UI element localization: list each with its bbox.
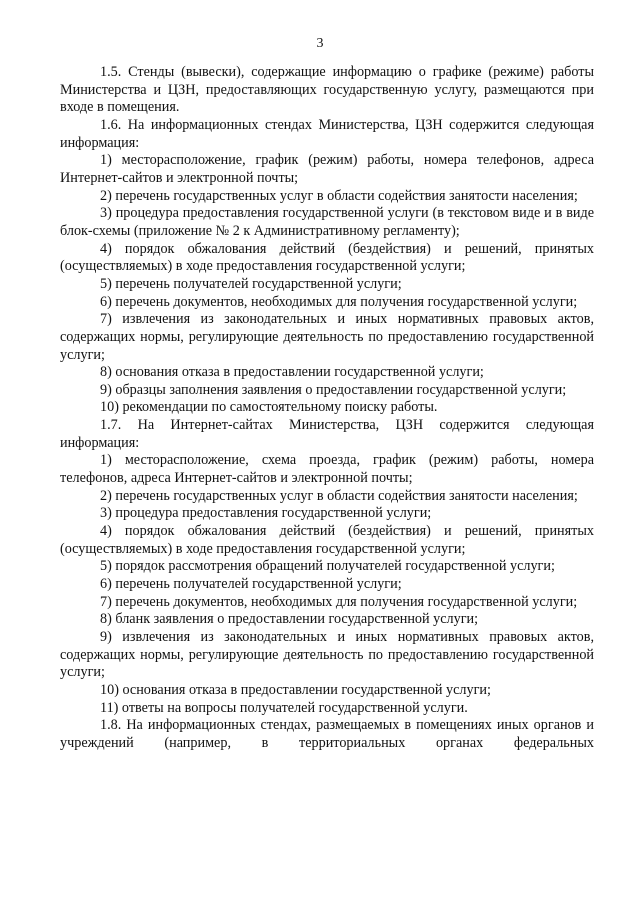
document-body [60,64,594,753]
paragraph-1-6: 1.6. На информационных стендах Министерства, ЦЗН содержится следующая информация: [60,116,594,151]
list-item: 9) извлечения из законодательных и иных нормативных правовых актов, содержащих нормы, регулирующие деятельность по предоставлению государственной услуги; [60,629,594,681]
list-item: 6) перечень документов, необходимых для получения государственной услуги; [100,293,578,310]
list-item: 1) месторасположение, схема проезда, график (режим) работы, номера телефонов, адреса Интернет-сайтов и электронной почты; [60,452,594,487]
paragraph-1-5: 1.5. Стенды (вывески), содержащие информацию о графике (режиме) работы Министерства и ЦЗН, предоставляющих государственную услугу, размещаются при входе в помещения. [60,64,594,116]
list-item: 4) порядок обжалования действий (бездействия) и решений, принятых (осуществляемых) в ходе предоставления государственной услуги; [60,240,594,275]
list-item: 8) основания отказа в предоставлении государственной услуги; [100,364,484,381]
list-item: 7) перечень документов, необходимых для получения государственной услуги; [100,593,578,610]
paragraph-1-8: 1.8. На информационных стендах, размещаемых в помещениях иных органов и учреждений (например, в территориальных органах федеральных [60,717,594,751]
list-item: 10) основания отказа в предоставлении государственной услуги; [100,681,491,698]
list-item: 10) рекомендации по самостоятельному поиску работы. [100,399,438,416]
list-item: 2) перечень государственных услуг в области содействия занятости населения; [100,187,578,204]
list-item: 9) образцы заполнения заявления о предоставлении государственной услуги; [100,381,567,398]
list-item: 5) перечень получателей государственной услуги; [100,275,402,292]
list-item: 6) перечень получателей государственной услуги; [100,576,402,593]
list-item: 3) процедура предоставления государственной услуги (в текстовом виде и в виде блок-схемы (приложение № 2 к Административному регламенту); [60,205,594,239]
list-item: 7) извлечения из законодательных и иных нормативных правовых актов, содержащих нормы, регулирующие деятельность по предоставлению государственной услуги; [60,311,594,363]
page-number: 3 [316,36,324,51]
list-item: 8) бланк заявления о предоставлении государственной услуги; [100,611,479,628]
paragraph-1-7: 1.7. На Интернет-сайтах Министерства, ЦЗН содержится следующая информация: [60,417,594,451]
list-item: 5) порядок рассмотрения обращений получателей государственной услуги; [100,558,555,575]
list-item: 3) процедура предоставления государственной услуги; [100,505,432,522]
list-item: 11) ответы на вопросы получателей государственной услуги. [100,699,468,716]
list-item: 2) перечень государственных услуг в области содействия занятости населения; [100,487,578,504]
list-item: 4) порядок обжалования действий (бездействия) и решений, принятых (осуществляемых) в ходе предоставления государственной услуги; [60,523,594,557]
list-item: 1) месторасположение, график (режим) работы, номера телефонов, адреса Интернет-сайтов и электронной почты; [60,152,594,186]
